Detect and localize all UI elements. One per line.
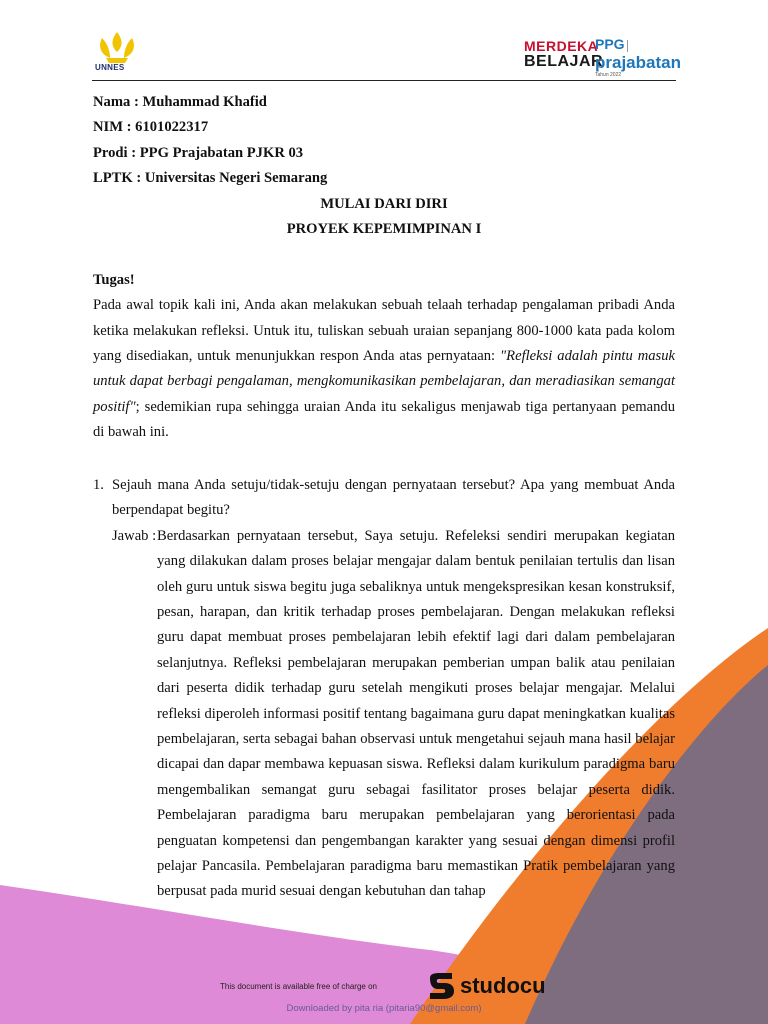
tugas-end: ; sedemikian rupa sehingga uraian Anda itu sekaligus menjawab tiga pertanyaan pemandu di bawah ini. (93, 398, 675, 441)
question-number: 1. (93, 476, 104, 493)
info-nama: Nama : Muhammad Khafid (93, 94, 267, 110)
spacer (93, 446, 675, 471)
answer-text: Berdasarkan pernyataan tersebut, Saya setuju. Refeleksi sendiri merupakan kegiatan yang dilakukan dalam proses belajar mengajar dalam bentuk penilaian tertulis dan lisan oleh guru untuk siswa begitu juga sebaliknya untuk mengekspresikan kesan konstruksif, pesan, harapan, dan kritik terhadap proses pembelajaran. Dengan melakukan refleksi guru dapat membuat proses pembelajaran lebih efektif lagi dari dalam pembelajaran selanjutnya. Refleksi pembelajaran merupakan pemberian umpan balik atau penilaian dari peserta didik terhadap guru setelah mengikuti proses belajar mengajar. Melalui refleksi diperoleh informasi positif tentang bagaimana guru dapat meningkatkan kualitas pembelajaran, serta sebagai bahan observasi untuk mengetahui sejauh mana hasil belajar dicapai dan dapar membawa kepuasan siswa. Refleksi dalam kurikulum paradigma baru mengembalikan semangat guru sebagai fasilitator proses belajar peserta didik. Pembelajaran paradigma baru merupakan pembelajaran yang berorientasi pada penguatan kompetensi dan pengembangan karakter yang sesuai dengan dimensi profil pelajar Pancasila. Pembelajaran paradigma baru memastikan Pratik pembelajaran yang berpusat pada murid sesuai dengan kebutuhan dan tahap (157, 527, 675, 900)
available-text: This document is available free of charge on (220, 982, 377, 991)
tugas-intro: Pada awal topik kali ini, Anda akan melakukan sebuah telaah terhadap pengalaman pribadi Anda ketika melakukan refleksi. Untuk itu, tuliskan sebuah uraian sepanjang 800-1000 kata pada kolom yang disediakan, untuk menunjukkan respon Anda atas pernyataan: (93, 297, 675, 364)
studocu-logo[interactable] (426, 972, 546, 1000)
answer-row (112, 524, 675, 905)
downloaded-by-text: Downloaded by pita ria (pitaria90@gmail.com) (286, 1003, 482, 1014)
ppg-divider (627, 40, 628, 52)
ppg-text: PPG (595, 36, 625, 52)
studocu-icon (426, 972, 456, 1000)
info-prodi: Prodi : PPG Prajabatan PJKR 03 (93, 144, 304, 161)
spacer (93, 242, 675, 267)
merdeka-text: MERDEKA (524, 38, 599, 54)
merdeka-belajar-logo (524, 39, 603, 69)
tugas-heading: Tugas! (93, 271, 135, 288)
jawab-label: Jawab : (112, 527, 157, 544)
identity-block (93, 90, 675, 192)
document-body (93, 90, 675, 905)
question-1 (93, 473, 675, 905)
belajar-text: BELAJAR (524, 53, 604, 70)
document-subtitle: PROYEK KEPEMIMPINAN I (286, 220, 482, 237)
tugas-paragraph (93, 293, 675, 445)
ppg-prajabatan-logo (595, 36, 681, 78)
ppg-year-text: Tahun 2022 (595, 72, 622, 78)
prajabatan-text: prajabatan (595, 53, 681, 72)
unnes-label: UNNES (95, 63, 125, 72)
document-header (92, 28, 681, 80)
document-title: MULAI DARI DIRI (320, 195, 448, 212)
header-rule (92, 80, 676, 81)
tugas-quote: "Refleksi adalah pintu masuk untuk dapat berbagi pengalaman, mengkomunikasikan pembelajaran, dan meradiasikan semangat positif" (93, 347, 675, 415)
question-text: Sejauh mana Anda setuju/tidak-setuju dengan pernyataan tersebut? Apa yang membuat Anda berpendapat begitu? (112, 476, 675, 519)
info-lptk: LPTK : Universitas Negeri Semarang (93, 170, 328, 187)
info-nim: NIM : 6101022317 (93, 119, 209, 136)
studocu-label: studocu (460, 973, 546, 998)
